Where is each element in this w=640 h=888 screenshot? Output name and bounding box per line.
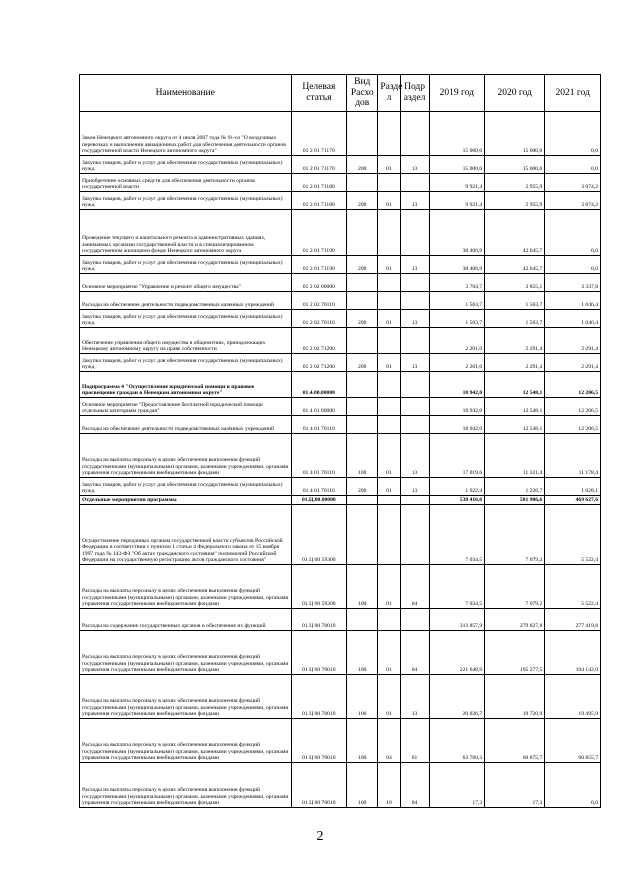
row-amount-2019-cell: 1 922,4: [429, 478, 485, 496]
row-subsection-cell: [400, 292, 429, 310]
row-amount-2019-cell: 7 034,5: [429, 505, 485, 565]
row-target-article-cell: 01 Ц 00 70010: [291, 609, 347, 631]
row-section-cell: [378, 505, 400, 565]
row-amount-2019-cell: 2 201,0: [429, 354, 485, 372]
row-target-article-cell: 01 Ц 00 70010: [291, 675, 347, 719]
table-row: [80, 310, 601, 328]
row-name-cell: Расходы на обеспечение деятельности подведомственных казенных учреждений: [80, 292, 292, 310]
header-year-2021: 2021 год: [545, 75, 601, 112]
row-expense-type-cell: 200: [347, 354, 378, 372]
row-name-cell: Расходы на содержание государственных органов и обеспечение их функций: [80, 609, 292, 631]
row-section-cell: 01: [378, 478, 400, 496]
row-name-cell: Подпрограмма 4 "Осуществление юридической помощи и правовое просвещение граждан в Ненецком автономном округе": [80, 372, 292, 398]
row-amount-2021-cell: 0,0: [545, 210, 601, 256]
row-expense-type-cell: [347, 292, 378, 310]
row-amount-2020-cell: 12 548,1: [485, 398, 545, 416]
row-name-cell: Отдельные мероприятия программы: [80, 496, 292, 505]
row-subsection-cell: 01: [400, 719, 429, 763]
row-target-article-cell: 01 2 01 71190: [291, 256, 347, 274]
row-name-cell: Расходы на выплаты персоналу в целях обеспечения выполнения функций государственными (муниципальными) органами, казенными учреждениями, органами управления государственными внебюджетными фондами: [80, 631, 292, 675]
row-expense-type-cell: [347, 496, 378, 505]
row-section-cell: [378, 398, 400, 416]
row-amount-2019-cell: 9 921,4: [429, 192, 485, 210]
table-row: [80, 372, 601, 398]
row-amount-2019-cell: 38 406,9: [429, 256, 485, 274]
row-amount-2020-cell: 7 079,2: [485, 505, 545, 565]
row-name-cell: Приобретение основных средств для обеспечения деятельности органов государственной власти: [80, 174, 292, 192]
row-amount-2021-cell: 5 522,4: [545, 565, 601, 609]
row-amount-2020-cell: 15 000,0: [485, 156, 545, 174]
row-target-article-cell: 01 Ц 00 59300: [291, 565, 347, 609]
row-amount-2020-cell: 1 563,7: [485, 292, 545, 310]
row-target-article-cell: 01 2 01 71170: [291, 112, 347, 156]
row-subsection-cell: 13: [400, 354, 429, 372]
table-row: [80, 292, 601, 310]
row-amount-2021-cell: 1 046,4: [545, 310, 601, 328]
row-amount-2020-cell: 42 645,7: [485, 210, 545, 256]
row-amount-2019-cell: 9 921,4: [429, 174, 485, 192]
row-amount-2020-cell: 60 875,7: [485, 719, 545, 763]
row-subsection-cell: [400, 210, 429, 256]
table-row: [80, 565, 601, 609]
row-expense-type-cell: 200: [347, 478, 378, 496]
row-section-cell: [378, 372, 400, 398]
row-subsection-cell: 04: [400, 565, 429, 609]
row-target-article-cell: 01 Ц 00 70010: [291, 631, 347, 675]
row-amount-2021-cell: 0,0: [545, 156, 601, 174]
row-amount-2020-cell: 19 720,9: [485, 675, 545, 719]
row-section-cell: [378, 292, 400, 310]
table-row: [80, 354, 601, 372]
table-row: [80, 112, 601, 156]
budget-table: [79, 74, 601, 808]
row-expense-type-cell: [347, 112, 378, 156]
row-subsection-cell: 13: [400, 434, 429, 478]
header-name: Наименование: [80, 75, 292, 112]
table-row: [80, 398, 601, 416]
page-number: 2: [316, 829, 324, 844]
row-amount-2019-cell: 1 563,7: [429, 310, 485, 328]
row-expense-type-cell: [347, 609, 378, 631]
row-amount-2021-cell: 0,0: [545, 763, 601, 808]
row-amount-2021-cell: 12 206,5: [545, 398, 601, 416]
row-name-cell: Закупка товаров, работ и услуг для обеспечения государственных (муниципальных) нужд: [80, 478, 292, 496]
table-row: [80, 192, 601, 210]
header-target-article: Целевая статья: [291, 75, 347, 112]
row-subsection-cell: [400, 398, 429, 416]
row-target-article-cell: 01 4 01 70110: [291, 434, 347, 478]
row-subsection-cell: [400, 174, 429, 192]
row-subsection-cell: [400, 112, 429, 156]
row-subsection-cell: [400, 372, 429, 398]
row-expense-type-cell: 100: [347, 763, 378, 808]
row-amount-2019-cell: 2 201,0: [429, 328, 485, 354]
row-amount-2021-cell: 1 046,4: [545, 292, 601, 310]
row-expense-type-cell: [347, 210, 378, 256]
table-row: [80, 496, 601, 505]
row-expense-type-cell: 100: [347, 565, 378, 609]
row-target-article-cell: 01 4 01 70110: [291, 416, 347, 434]
row-amount-2021-cell: 11 178,4: [545, 434, 601, 478]
row-amount-2021-cell: 5 522,4: [545, 505, 601, 565]
row-name-cell: Проведение текущего и капитального ремонта в административных зданиях, занимаемых органами государственной власти и в специализированном государственном жилищном фонде Ненецкого автономного округа: [80, 210, 292, 256]
row-amount-2020-cell: 12 548,1: [485, 372, 545, 398]
row-amount-2019-cell: 15 000,0: [429, 112, 485, 156]
row-name-cell: Расходы на выплаты персоналу в целях обеспечения выполнения функций государственными (муниципальными) органами, казенными учреждениями, органами управления государственными внебюджетными фондами: [80, 675, 292, 719]
row-target-article-cell: 01 2 01 71190: [291, 210, 347, 256]
row-expense-type-cell: 200: [347, 192, 378, 210]
row-amount-2020-cell: 3 855,1: [485, 274, 545, 292]
row-name-cell: Закупка товаров, работ и услуг для обеспечения государственных (муниципальных) нужд: [80, 256, 292, 274]
row-amount-2019-cell: 63 760,3: [429, 719, 485, 763]
row-section-cell: [378, 416, 400, 434]
table-row: [80, 256, 601, 274]
row-amount-2019-cell: 538 416,6: [429, 496, 485, 505]
row-section-cell: 01: [378, 565, 400, 609]
row-expense-type-cell: [347, 372, 378, 398]
row-expense-type-cell: 200: [347, 256, 378, 274]
row-amount-2020-cell: 12 548,1: [485, 416, 545, 434]
row-section-cell: 01: [378, 354, 400, 372]
table-row: [80, 174, 601, 192]
row-target-article-cell: 01 2 02 70110: [291, 292, 347, 310]
row-subsection-cell: 13: [400, 256, 429, 274]
row-amount-2021-cell: 1 028,1: [545, 478, 601, 496]
row-amount-2019-cell: 18 942,0: [429, 372, 485, 398]
row-expense-type-cell: 100: [347, 631, 378, 675]
row-target-article-cell: 01.Ц.00.00000: [291, 496, 347, 505]
header-year-2020: 2020 год: [485, 75, 545, 112]
row-amount-2019-cell: 38 406,9: [429, 210, 485, 256]
row-subsection-cell: [400, 274, 429, 292]
row-expense-type-cell: [347, 328, 378, 354]
row-name-cell: Расходы на выплаты персоналу в целях обеспечения выполнения функций государственными (муниципальными) органами, казенными учреждениями, органами управления государственными внебюджетными фондами: [80, 719, 292, 763]
table-row: [80, 210, 601, 256]
table-body: [80, 112, 601, 808]
row-section-cell: [378, 112, 400, 156]
table-row: [80, 675, 601, 719]
row-amount-2019-cell: 15 000,0: [429, 156, 485, 174]
row-target-article-cell: 01 2 02 71200: [291, 354, 347, 372]
row-section-cell: 10: [378, 763, 400, 808]
row-amount-2021-cell: 3 074,2: [545, 174, 601, 192]
row-subsection-cell: 04: [400, 763, 429, 808]
row-amount-2019-cell: 7 034,5: [429, 565, 485, 609]
row-name-cell: Основное мероприятие "Предоставление бесплатной юридической помощи отдельным категориям граждан": [80, 398, 292, 416]
row-section-cell: [378, 328, 400, 354]
row-amount-2021-cell: 2 291,4: [545, 328, 601, 354]
table-row: [80, 505, 601, 565]
row-expense-type-cell: 100: [347, 675, 378, 719]
row-target-article-cell: 01 2 02 00000: [291, 274, 347, 292]
row-amount-2019-cell: 3 764,7: [429, 274, 485, 292]
row-amount-2020-cell: 11 321,4: [485, 434, 545, 478]
row-target-article-cell: 01 Ц 00 59300: [291, 505, 347, 565]
row-amount-2019-cell: 1 563,7: [429, 292, 485, 310]
row-section-cell: [378, 274, 400, 292]
row-target-article-cell: 01 4 01 00000: [291, 398, 347, 416]
row-amount-2019-cell: 18 942,0: [429, 416, 485, 434]
table-row: [80, 416, 601, 434]
row-expense-type-cell: 200: [347, 310, 378, 328]
row-subsection-cell: 04: [400, 631, 429, 675]
row-expense-type-cell: [347, 274, 378, 292]
row-target-article-cell: 01 4 01 70110: [291, 478, 347, 496]
row-subsection-cell: [400, 328, 429, 354]
row-amount-2020-cell: 1 226,7: [485, 478, 545, 496]
row-section-cell: [378, 496, 400, 505]
row-name-cell: Расходы на выплаты персоналу в целях обеспечения выполнения функций государственными (муниципальными) органами, казенными учреждениями, органами управления государственными внебюджетными фондами: [80, 763, 292, 808]
row-amount-2020-cell: 2 291,4: [485, 328, 545, 354]
row-amount-2020-cell: 1 563,7: [485, 310, 545, 328]
row-target-article-cell: 01 2 01 71180: [291, 174, 347, 192]
row-amount-2021-cell: 3 337,8: [545, 274, 601, 292]
row-amount-2019-cell: 18 942,0: [429, 398, 485, 416]
row-name-cell: Осуществление переданных органам государственной власти субъектов Российской Федерации в соответствии с пунктом 1 статьи 4 Федерального закона от 15 ноября 1997 года № 143-ФЗ "Об актах гражданского состояния" полномочий Российской Федерации на государственную регистрацию актов гражданского состояния": [80, 505, 292, 565]
row-section-cell: 01: [378, 675, 400, 719]
row-name-cell: Закупка товаров, работ и услуг для обеспечения государственных (муниципальных) нужд: [80, 354, 292, 372]
header-year-2019: 2019 год: [429, 75, 485, 112]
row-amount-2021-cell: 194 142,0: [545, 631, 601, 675]
row-amount-2021-cell: 60 855,7: [545, 719, 601, 763]
row-section-cell: [378, 174, 400, 192]
header-subsection: Подр аздел: [400, 75, 429, 112]
table-row: [80, 609, 601, 631]
table-row: [80, 274, 601, 292]
row-amount-2020-cell: 2 955,9: [485, 192, 545, 210]
row-amount-2020-cell: 42 645,7: [485, 256, 545, 274]
row-section-cell: [378, 609, 400, 631]
row-section-cell: 01: [378, 631, 400, 675]
row-amount-2020-cell: 2 955,9: [485, 174, 545, 192]
row-name-cell: Закупка товаров, работ и услуг для обеспечения государственных (муниципальных) нужд: [80, 310, 292, 328]
table-row: [80, 719, 601, 763]
row-subsection-cell: [400, 416, 429, 434]
row-name-cell: Закон Ненецкого автономного округа от 4 июля 2007 года № 91-оз "О воздушных перевозках и выполнении авиационных работ для обеспечения деятельности органов государственной власти Ненецкого автономного округа": [80, 112, 292, 156]
row-section-cell: 01: [378, 256, 400, 274]
row-expense-type-cell: [347, 505, 378, 565]
row-expense-type-cell: 100: [347, 434, 378, 478]
row-section-cell: [378, 210, 400, 256]
table-row: [80, 631, 601, 675]
row-subsection-cell: 13: [400, 310, 429, 328]
row-name-cell: Основное мероприятие "Управление и ремонт общего имущества": [80, 274, 292, 292]
row-amount-2019-cell: 221 648,9: [429, 631, 485, 675]
row-expense-type-cell: [347, 174, 378, 192]
table-row: [80, 328, 601, 354]
row-amount-2021-cell: 12 206,5: [545, 416, 601, 434]
row-amount-2021-cell: 0,0: [545, 256, 601, 274]
row-section-cell: 04: [378, 719, 400, 763]
row-name-cell: Закупка товаров, работ и услуг для обеспечения государственных (муниципальных) нужд: [80, 156, 292, 174]
row-amount-2019-cell: 17 019,6: [429, 434, 485, 478]
row-amount-2020-cell: 7 079,2: [485, 565, 545, 609]
row-subsection-cell: 13: [400, 478, 429, 496]
row-target-article-cell: 01 2 02 71200: [291, 328, 347, 354]
row-amount-2021-cell: 19 495,9: [545, 675, 601, 719]
row-subsection-cell: [400, 496, 429, 505]
row-amount-2021-cell: 2 291,4: [545, 354, 601, 372]
row-amount-2021-cell: 469 627,6: [545, 496, 601, 505]
row-expense-type-cell: 200: [347, 156, 378, 174]
row-amount-2019-cell: 20 026,7: [429, 675, 485, 719]
table-row: [80, 434, 601, 478]
row-subsection-cell: [400, 505, 429, 565]
row-expense-type-cell: [347, 416, 378, 434]
row-amount-2020-cell: 279 827,8: [485, 609, 545, 631]
row-amount-2019-cell: 17,3: [429, 763, 485, 808]
row-name-cell: Расходы на обеспечение деятельности подведомственных казённых учреждений: [80, 416, 292, 434]
row-expense-type-cell: [347, 398, 378, 416]
row-section-cell: 01: [378, 156, 400, 174]
row-subsection-cell: [400, 609, 429, 631]
row-section-cell: 01: [378, 310, 400, 328]
header-section: Разде л: [378, 75, 400, 112]
table-row: [80, 763, 601, 808]
row-amount-2020-cell: 15 000,0: [485, 112, 545, 156]
row-expense-type-cell: 100: [347, 719, 378, 763]
row-subsection-cell: 13: [400, 675, 429, 719]
row-name-cell: Закупка товаров, работ и услуг для обеспечения государственных (муниципальных) нужд: [80, 192, 292, 210]
row-amount-2020-cell: 501 986,6: [485, 496, 545, 505]
row-subsection-cell: 13: [400, 192, 429, 210]
row-amount-2020-cell: 195 277,5: [485, 631, 545, 675]
row-target-article-cell: 01 2 01 71170: [291, 156, 347, 174]
row-amount-2020-cell: 17,3: [485, 763, 545, 808]
row-amount-2020-cell: 2 291,4: [485, 354, 545, 372]
table-row: [80, 156, 601, 174]
row-target-article-cell: 01 2 02 70110: [291, 310, 347, 328]
row-amount-2021-cell: 277 419,8: [545, 609, 601, 631]
row-amount-2019-cell: 313 857,9: [429, 609, 485, 631]
row-target-article-cell: 01 Ц 00 70010: [291, 719, 347, 763]
row-target-article-cell: 01 Ц 00 70010: [291, 763, 347, 808]
row-name-cell: Расходы на выплаты персоналу в целях обеспечения выполнения функций государственными (муниципальными) органами, казенными учреждениями, органами управления государственными внебюджетными фондами: [80, 565, 292, 609]
row-name-cell: Обеспечение управления общего имущества в общежитиях, принадлежащих Ненецкому автономному округу на праве собственности: [80, 328, 292, 354]
row-section-cell: 01: [378, 192, 400, 210]
table-row: [80, 478, 601, 496]
header-expense-type: Вид Расхо дов: [347, 75, 378, 112]
row-amount-2021-cell: 0,0: [545, 112, 601, 156]
row-subsection-cell: 13: [400, 156, 429, 174]
row-target-article-cell: 01 2 01 71180: [291, 192, 347, 210]
row-section-cell: 01: [378, 434, 400, 478]
row-amount-2021-cell: 3 074,2: [545, 192, 601, 210]
row-target-article-cell: 01.4.00.00000: [291, 372, 347, 398]
table-header-row: [80, 75, 601, 112]
row-name-cell: Расходы на выплаты персоналу в целях обеспечения выполнения функций государственными (муниципальными) органами, казенными учреждениями, органами управления государственными внебюджетными фондами: [80, 434, 292, 478]
row-amount-2021-cell: 12 206,5: [545, 372, 601, 398]
